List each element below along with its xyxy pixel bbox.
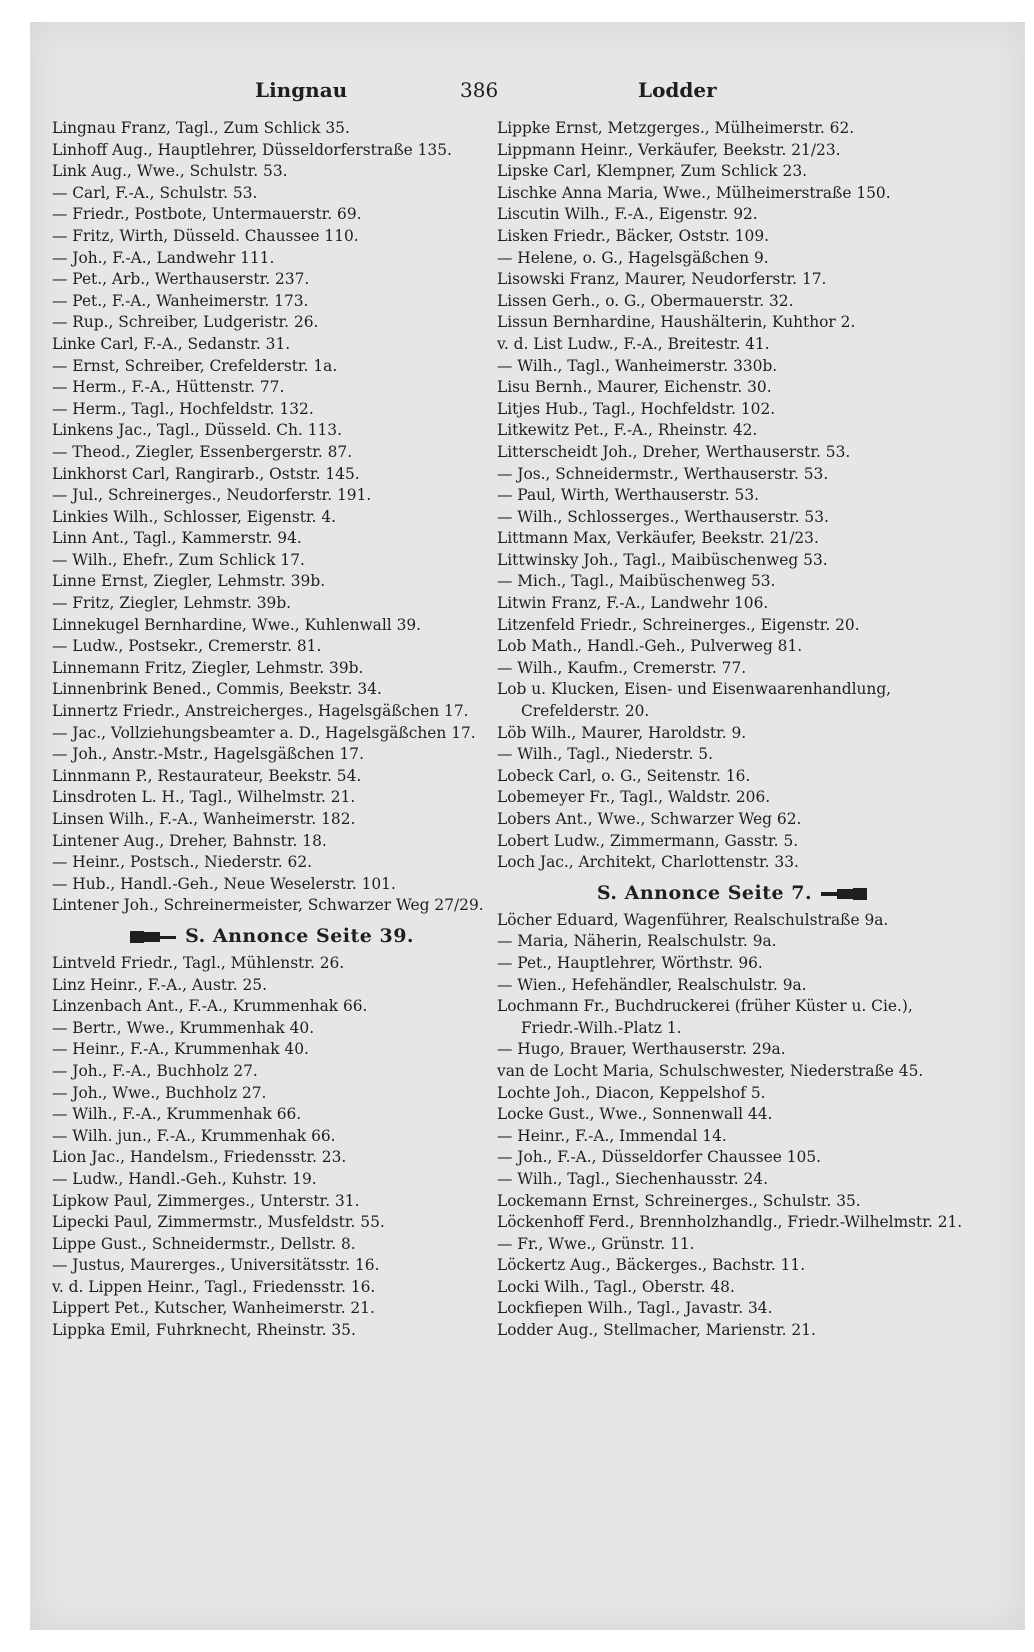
directory-entry: Lippka Emil, Fuhrknecht, Rheinstr. 35. — [52, 1321, 356, 1340]
directory-entry: Littwinsky Joh., Tagl., Maibüschenweg 53. — [497, 550, 828, 569]
directory-entry: — Herm., F.-A., Hüttenstr. 77. — [52, 378, 285, 397]
directory-entry: — Maria, Näherin, Realschulstr. 9a. — [497, 932, 777, 951]
directory-entry: Lintener Aug., Dreher, Bahnstr. 18. — [52, 831, 327, 850]
directory-entry: Linkhorst Carl, Rangirarb., Oststr. 145. — [52, 464, 360, 483]
pointing-hand-icon — [130, 928, 178, 946]
right-entry-list — [497, 118, 967, 874]
directory-entry: Lissen Gerh., o. G., Obermauerstr. 32. — [497, 291, 794, 310]
directory-entry: Löb Wilh., Maurer, Haroldstr. 9. — [497, 723, 747, 742]
directory-entry: — Joh., F.-A., Buchholz 27. — [52, 1061, 258, 1080]
directory-entry: Lion Jac., Handelsm., Friedensstr. 23. — [52, 1148, 347, 1167]
directory-entry: Lipske Carl, Klempner, Zum Schlick 23. — [497, 162, 808, 181]
directory-entry: — Hub., Handl.-Geh., Neue Weselerstr. 101. — [52, 874, 396, 893]
left-annonce-text: S. Annonce Seite 39. — [185, 924, 415, 947]
directory-entry: — Helene, o. G., Hagelsgäßchen 9. — [497, 248, 769, 267]
directory-entry: Linke Carl, F.-A., Sedanstr. 31. — [52, 334, 291, 353]
directory-entry: Lippe Gust., Schneidermstr., Dellstr. 8. — [52, 1234, 356, 1253]
directory-entry: van de Locht Maria, Schulschwester, Niederstraße 45. — [497, 1061, 924, 1080]
directory-entry: Litjes Hub., Tagl., Hochfeldstr. 102. — [497, 399, 776, 418]
directory-entry: Link Aug., Wwe., Schulstr. 53. — [52, 162, 288, 181]
directory-entry: Lodder Aug., Stellmacher, Marienstr. 21. — [497, 1321, 816, 1340]
directory-entry: — Wilh. jun., F.-A., Krummenhak 66. — [52, 1126, 336, 1145]
directory-entry: — Fritz, Wirth, Düsseld. Chaussee 110. — [52, 226, 359, 245]
directory-entry: Lintveld Friedr., Tagl., Mühlenstr. 26. — [52, 953, 345, 972]
directory-entry: Lochte Joh., Diacon, Keppelshof 5. — [497, 1083, 766, 1102]
directory-entry: Linnemann Fritz, Ziegler, Lehmstr. 39b. — [52, 658, 364, 677]
directory-entry: Loch Jac., Architekt, Charlottenstr. 33. — [497, 853, 799, 872]
directory-entry: Lissun Bernhardine, Haushälterin, Kuhthor 2. — [497, 313, 856, 332]
directory-entry: — Wilh., Tagl., Wanheimerstr. 330b. — [497, 356, 778, 375]
directory-entry: Lob Math., Handl.-Geh., Pulverweg 81. — [497, 637, 803, 656]
directory-entry: Linne Ernst, Ziegler, Lehmstr. 39b. — [52, 572, 326, 591]
directory-entry: — Jos., Schneidermstr., Werthauserstr. 53. — [497, 464, 829, 483]
right-entry-list-2 — [497, 910, 967, 1342]
page-number: 386 — [460, 78, 499, 102]
directory-entry: — Pet., F.-A., Wanheimerstr. 173. — [52, 291, 309, 310]
directory-entry: — Jul., Schreinerges., Neudorferstr. 191. — [52, 486, 372, 505]
directory-entry: Litterscheidt Joh., Dreher, Werthauserstr. 53. — [497, 442, 851, 461]
directory-entry: Lippert Pet., Kutscher, Wanheimerstr. 21. — [52, 1299, 375, 1318]
directory-entry: — Joh., Wwe., Buchholz 27. — [52, 1083, 267, 1102]
directory-entry: — Jac., Vollziehungsbeamter a. D., Hagelsgäßchen 17. — [52, 723, 476, 742]
directory-entry: — Joh., F.-A., Düsseldorfer Chaussee 105. — [497, 1148, 822, 1167]
directory-entry: Lippke Ernst, Metzgerges., Mülheimerstr. 62. — [497, 119, 855, 137]
directory-entry: Lockfiepen Wilh., Tagl., Javastr. 34. — [497, 1299, 773, 1318]
directory-entry: Litwin Franz, F.-A., Landwehr 106. — [497, 594, 769, 613]
directory-entry: Linzenbach Ant., F.-A., Krummenhak 66. — [52, 997, 368, 1016]
directory-entry: Lischke Anna Maria, Wwe., Mülheimerstraße 150. — [497, 183, 891, 202]
directory-entry: Lob u. Klucken, Eisen- und Eisenwaarenhandlung, Crefelderstr. 20. — [497, 680, 892, 721]
left-entry-list — [52, 118, 492, 917]
directory-entry: — Justus, Maurerges., Universitätsstr. 16. — [52, 1256, 380, 1275]
directory-entry: — Pet., Hauptlehrer, Wörthstr. 96. — [497, 953, 763, 972]
directory-entry: — Fritz, Ziegler, Lehmstr. 39b. — [52, 594, 292, 613]
directory-page — [30, 22, 1025, 1630]
directory-entry: Linkens Jac., Tagl., Düsseld. Ch. 113. — [52, 421, 342, 440]
directory-entry: — Theod., Ziegler, Essenbergerstr. 87. — [52, 442, 353, 461]
directory-entry: Locke Gust., Wwe., Sonnenwall 44. — [497, 1105, 773, 1124]
directory-entry: Lochmann Fr., Buchdruckerei (früher Küster u. Cie.), Friedr.-Wilh.-Platz 1. — [497, 997, 913, 1037]
directory-entry: Lipecki Paul, Zimmermstr., Musfeldstr. 55. — [52, 1213, 385, 1232]
right-annonce-reference — [497, 880, 967, 906]
directory-entry: Litkewitz Pet., F.-A., Rheinstr. 42. — [497, 421, 758, 440]
directory-entry: Lisowski Franz, Maurer, Neudorferstr. 17. — [497, 270, 827, 289]
directory-entry: Litzenfeld Friedr., Schreinerges., Eigenstr. 20. — [497, 615, 860, 634]
directory-entry: Linsdroten L. H., Tagl., Wilhelmstr. 21. — [52, 788, 356, 807]
left-column — [52, 118, 492, 1342]
directory-entry: — Wien., Hefehändler, Realschulstr. 9a. — [497, 975, 807, 994]
page-header — [30, 74, 1025, 108]
directory-entry: Lippmann Heinr., Verkäufer, Beekstr. 21/23. — [497, 140, 841, 159]
directory-entry: — Heinr., F.-A., Krummenhak 40. — [52, 1040, 309, 1059]
directory-entry: — Wilh., Tagl., Niederstr. 5. — [497, 745, 713, 764]
directory-entry: — Wilh., F.-A., Krummenhak 66. — [52, 1105, 302, 1124]
directory-entry: Linnenbrink Bened., Commis, Beekstr. 34. — [52, 680, 382, 699]
directory-entry: Lobemeyer Fr., Tagl., Waldstr. 206. — [497, 788, 771, 807]
directory-entry: Littmann Max, Verkäufer, Beekstr. 21/23. — [497, 529, 819, 548]
directory-entry: Locki Wilh., Tagl., Oberstr. 48. — [497, 1277, 735, 1296]
directory-entry: — Ludw., Handl.-Geh., Kuhstr. 19. — [52, 1169, 317, 1188]
directory-entry: — Paul, Wirth, Werthauserstr. 53. — [497, 486, 760, 505]
directory-entry: Lingnau Franz, Tagl., Zum Schlick 35. — [52, 119, 350, 137]
directory-entry: — Wilh., Kaufm., Cremerstr. 77. — [497, 658, 747, 677]
directory-entry: Linnekugel Bernhardine, Wwe., Kuhlenwall 39. — [52, 615, 422, 634]
right-annonce-text: S. Annonce Seite 7. — [596, 881, 813, 904]
directory-entry: — Carl, F.-A., Schulstr. 53. — [52, 183, 258, 202]
directory-entry: Linsen Wilh., F.-A., Wanheimerstr. 182. — [52, 810, 356, 828]
directory-entry: Linz Heinr., F.-A., Austr. 25. — [52, 975, 267, 994]
directory-entry: — Ludw., Postsekr., Cremerstr. 81. — [52, 637, 322, 656]
directory-entry: — Joh., Anstr.-Mstr., Hagelsgäßchen 17. — [52, 745, 364, 764]
directory-entry: — Bertr., Wwe., Krummenhak 40. — [52, 1018, 315, 1037]
directory-entry: — Herm., Tagl., Hochfeldstr. 132. — [52, 399, 314, 418]
directory-entry: Linnertz Friedr., Anstreicherges., Hagelsgäßchen 17. — [52, 702, 469, 721]
directory-entry: Lisken Friedr., Bäcker, Oststr. 109. — [497, 226, 770, 245]
directory-entry: Lockemann Ernst, Schreinerges., Schulstr. 35. — [497, 1191, 861, 1210]
directory-entry: Löckenhoff Ferd., Brennholzhandlg., Friedr.-Wilhelmstr. 21. — [497, 1213, 963, 1232]
directory-entry: Linhoff Aug., Hauptlehrer, Düsseldorferstraße 135. — [52, 140, 452, 159]
directory-entry: — Mich., Tagl., Maibüschenweg 53. — [497, 572, 776, 591]
directory-entry: — Wilh., Ehefr., Zum Schlick 17. — [52, 550, 305, 569]
directory-entry: Linnmann P., Restaurateur, Beekstr. 54. — [52, 766, 362, 785]
directory-entry: — Heinr., F.-A., Immendal 14. — [497, 1126, 727, 1145]
directory-entry: Lobeck Carl, o. G., Seitenstr. 16. — [497, 766, 751, 785]
directory-entry: Linkies Wilh., Schlosser, Eigenstr. 4. — [52, 507, 337, 526]
directory-entry: — Joh., F.-A., Landwehr 111. — [52, 248, 275, 267]
directory-entry: v. d. Lippen Heinr., Tagl., Friedensstr. 16. — [52, 1277, 376, 1296]
pointing-hand-icon — [819, 885, 867, 903]
directory-entry: — Heinr., Postsch., Niederstr. 62. — [52, 853, 313, 872]
directory-entry: Löckertz Aug., Bäckerges., Bachstr. 11. — [497, 1256, 806, 1275]
header-first-name: Lingnau — [255, 78, 348, 102]
directory-entry: — Wilh., Tagl., Siechenhausstr. 24. — [497, 1169, 768, 1188]
directory-entry: Löcher Eduard, Wagenführer, Realschulstraße 9a. — [497, 910, 889, 929]
directory-entry: Liscutin Wilh., F.-A., Eigenstr. 92. — [497, 205, 758, 224]
directory-entry: — Hugo, Brauer, Werthauserstr. 29a. — [497, 1040, 786, 1059]
directory-entry: Linn Ant., Tagl., Kammerstr. 94. — [52, 529, 302, 548]
directory-entry: — Rup., Schreiber, Ludgeristr. 26. — [52, 313, 319, 332]
directory-entry: Lobers Ant., Wwe., Schwarzer Weg 62. — [497, 810, 802, 828]
right-column — [497, 118, 967, 1342]
directory-entry: Lintener Joh., Schreinermeister, Schwarzer Weg 27/29. — [52, 896, 484, 915]
left-entry-list-2 — [52, 953, 492, 1342]
directory-entry: Lipkow Paul, Zimmerges., Unterstr. 31. — [52, 1191, 360, 1210]
directory-entry: Lobert Ludw., Zimmermann, Gasstr. 5. — [497, 831, 799, 850]
left-annonce-reference — [52, 923, 492, 949]
directory-entry: — Fr., Wwe., Grünstr. 11. — [497, 1234, 695, 1253]
directory-entry: v. d. List Ludw., F.-A., Breitestr. 41. — [497, 334, 770, 353]
directory-entry: — Friedr., Postbote, Untermauerstr. 69. — [52, 205, 362, 224]
directory-entry: Lisu Bernh., Maurer, Eichenstr. 30. — [497, 378, 772, 397]
directory-entry: — Pet., Arb., Werthauserstr. 237. — [52, 270, 310, 289]
directory-entry: — Wilh., Schlosserges., Werthauserstr. 53. — [497, 507, 829, 526]
header-last-name: Lodder — [638, 78, 717, 102]
directory-entry: — Ernst, Schreiber, Crefelderstr. 1a. — [52, 356, 338, 375]
